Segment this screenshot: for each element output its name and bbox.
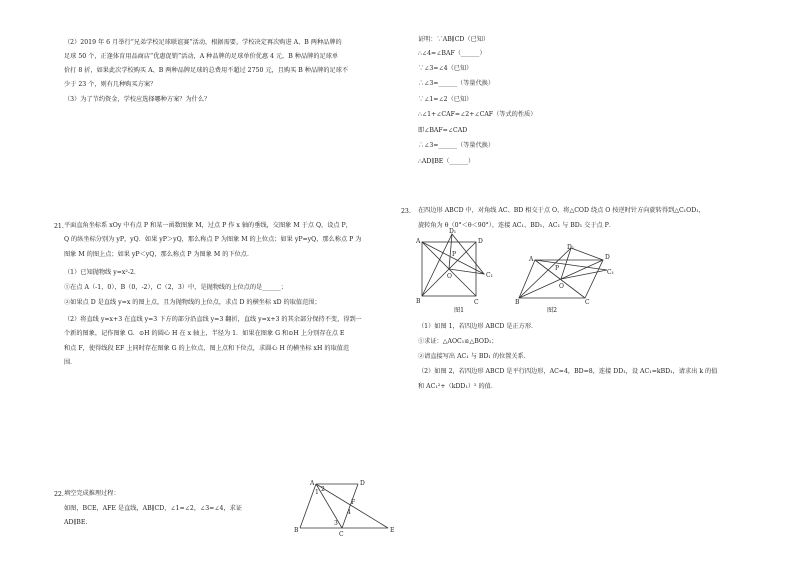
- fig22-angle-4: 4: [347, 509, 351, 516]
- fig2-label-A: A: [529, 256, 534, 263]
- fig2-label-B: B: [515, 299, 520, 304]
- q21-line: Q 的纵坐标分别为 yP，yQ．如果 yP＞yQ，那么称点 P 为图象 M 的上位点；如果 yP=yQ，那么称点 P 为: [64, 236, 362, 243]
- q23-figure-2: [515, 244, 615, 304]
- q20-line: （2）2019 年 6 月举行“兄弟学校足球联谊赛”活动，根据需要，学校决定再次购进 A、B 两种品牌的: [64, 39, 342, 46]
- q23-line: （2）如图 2，若四边形 ABCD 是平行四边形，AC=4，BD=8，连接 DD₁，设 AC₁=kBD₁，请求出 k 的值: [418, 368, 718, 375]
- q20-line: 足球 50 个，正逢体育用品商店“优惠促销”活动，A 种品牌的足球单价优惠 4 元，B 种品牌的足球单: [64, 53, 339, 60]
- q23-line: 和 AC₁²+（kDD₁）² 的值．: [418, 383, 498, 390]
- proof-line: 证明：∵AB∥CD（已知）: [418, 36, 490, 43]
- q20-line: （3）为了节约资金，学校应选择哪种方案？为什么？: [64, 96, 211, 103]
- q21-line: 平面直角坐标系 xOy 中有点 P 和某一函数图象 M，过点 P 作 x 轴的垂线，交图象 M 于点 Q，设点 P，: [64, 222, 352, 229]
- q23-line: （1）如图 1，若四边形 ABCD 是正方形．: [418, 323, 538, 330]
- fig2-label-D: D: [605, 254, 610, 261]
- q21-line: 个新的图象，记作图象 G．⊙H 的圆心 H 在 x 轴上，半径为 1．如果在图象 G 和⊙H 上分别存在点 E: [64, 330, 345, 337]
- q22-number: 22.: [54, 491, 64, 498]
- proof-line: ∴∠3=______（等量代换）: [418, 80, 495, 87]
- fig1-label-C: C: [474, 299, 479, 306]
- q21-line: 和点 F，使得线段 EF 上同时存在图象 G 的上位点，图上点和下位点，求圆心 H 的横坐标 xH 的取值范: [64, 345, 350, 352]
- proof-line: ∵∠1=∠2（已知）: [418, 96, 473, 103]
- proof-line: 即∠BAF=∠CAD: [418, 127, 468, 134]
- fig22-label-D: D: [360, 480, 365, 487]
- q21-line: 围．: [64, 359, 77, 366]
- proof-line: ∵∠3=∠4（已知）: [418, 65, 473, 72]
- fig2-caption: 图2: [547, 307, 558, 314]
- proof-line: ∴∠4=∠BAF（______）: [418, 50, 486, 57]
- q21-line: ②如果点 D 是直线 y=x 的图上点，且为抛物线的上位点，求点 D 的横坐标 xD 的取值范围；: [64, 299, 321, 306]
- fig1-label-D: D: [478, 238, 483, 245]
- q21-number: 21.: [54, 223, 64, 230]
- q23-line: 旋转角为 θ（0°＜θ＜90°），连接 AC₁、BD₁，AC₁ 与 BD₁ 交于点 P．: [418, 222, 616, 229]
- q22-line: 填空完成推理过程：: [64, 490, 120, 497]
- fig1-label-A: A: [416, 238, 421, 245]
- fig1-label-B: B: [416, 298, 421, 305]
- fig22-label-C: C: [339, 531, 344, 538]
- fig2-label-O: O: [559, 283, 564, 290]
- q23-line: ②请直接写出 AC₁ 与 BD₁ 的位置关系．: [418, 353, 530, 360]
- fig1-label-D1: D₁: [449, 228, 457, 235]
- fig2-label-C1: C₁: [607, 269, 614, 276]
- q21-line: （2）将直线 y=x+3 在直线 y=3 下方的部分沿直线 y=3 翻折，直线 y=x+3 的其余部分保持不变，得到一: [64, 316, 362, 323]
- fig1-caption: 图1: [454, 307, 465, 314]
- q23-line: 在四边形 ABCD 中，对角线 AC、BD 相交于点 O，将△COD 绕点 O 按逆时针方向旋转得到△C₁OD₁，: [418, 207, 705, 214]
- right-column: [400, 0, 794, 562]
- q23-number: 23.: [401, 208, 411, 215]
- q23-line: ①求证：△AOC₁≌△BOD₁；: [418, 338, 498, 345]
- q22-line: AD∥BE.: [64, 519, 88, 526]
- proof-line: ∴∠1+∠CAF=∠2+∠CAF（等式的性质）: [418, 111, 537, 118]
- q20-line: 少于 23 个，则有几种购买方案？: [64, 81, 157, 88]
- fig1-label-C1: C₁: [486, 272, 493, 279]
- fig1-label-O: O: [447, 273, 452, 280]
- fig22-angle-1: 1: [315, 489, 319, 496]
- q22-line: 如图，BCE，AFE 是直线，AB∥CD，∠1=∠2，∠3=∠4，求证: [64, 505, 243, 512]
- q21-line: 图象 M 的图上点；如果 yP＜yQ，那么称点 P 为图象 M 的下位点．: [64, 251, 254, 258]
- fig22-label-B: B: [294, 527, 299, 534]
- fig2-label-P: P: [555, 265, 560, 272]
- proof-line: ∴∠3=______（等量代换）: [418, 142, 495, 149]
- q20-line: 价打 8 折，如果此次学校购买 A、B 两种品牌足球的总费用不超过 2750 元，且购买 B 种品牌的足球不: [64, 67, 349, 74]
- fig22-label-A: A: [310, 480, 315, 487]
- proof-line: ∴AD∥BE（______）: [418, 158, 475, 165]
- q23-figure-1: [414, 228, 504, 316]
- fig2-label-D1: D₁: [567, 244, 575, 251]
- fig2-label-C: C: [585, 299, 590, 304]
- fig22-angle-2: 2: [321, 486, 325, 493]
- q21-line: ①在点 A（-1，0），B（0，-2），C（2，3）中，是抛物线的上位点的是______；: [64, 284, 287, 291]
- q21-line: （1）已知抛物线 y=x²-2．: [64, 269, 141, 276]
- fig22-angle-3: 3: [334, 520, 338, 527]
- q22-figure: [290, 478, 400, 540]
- fig1-label-P: P: [452, 251, 457, 258]
- fig22-label-F: F: [351, 499, 356, 506]
- fig22-label-E: E: [390, 527, 395, 534]
